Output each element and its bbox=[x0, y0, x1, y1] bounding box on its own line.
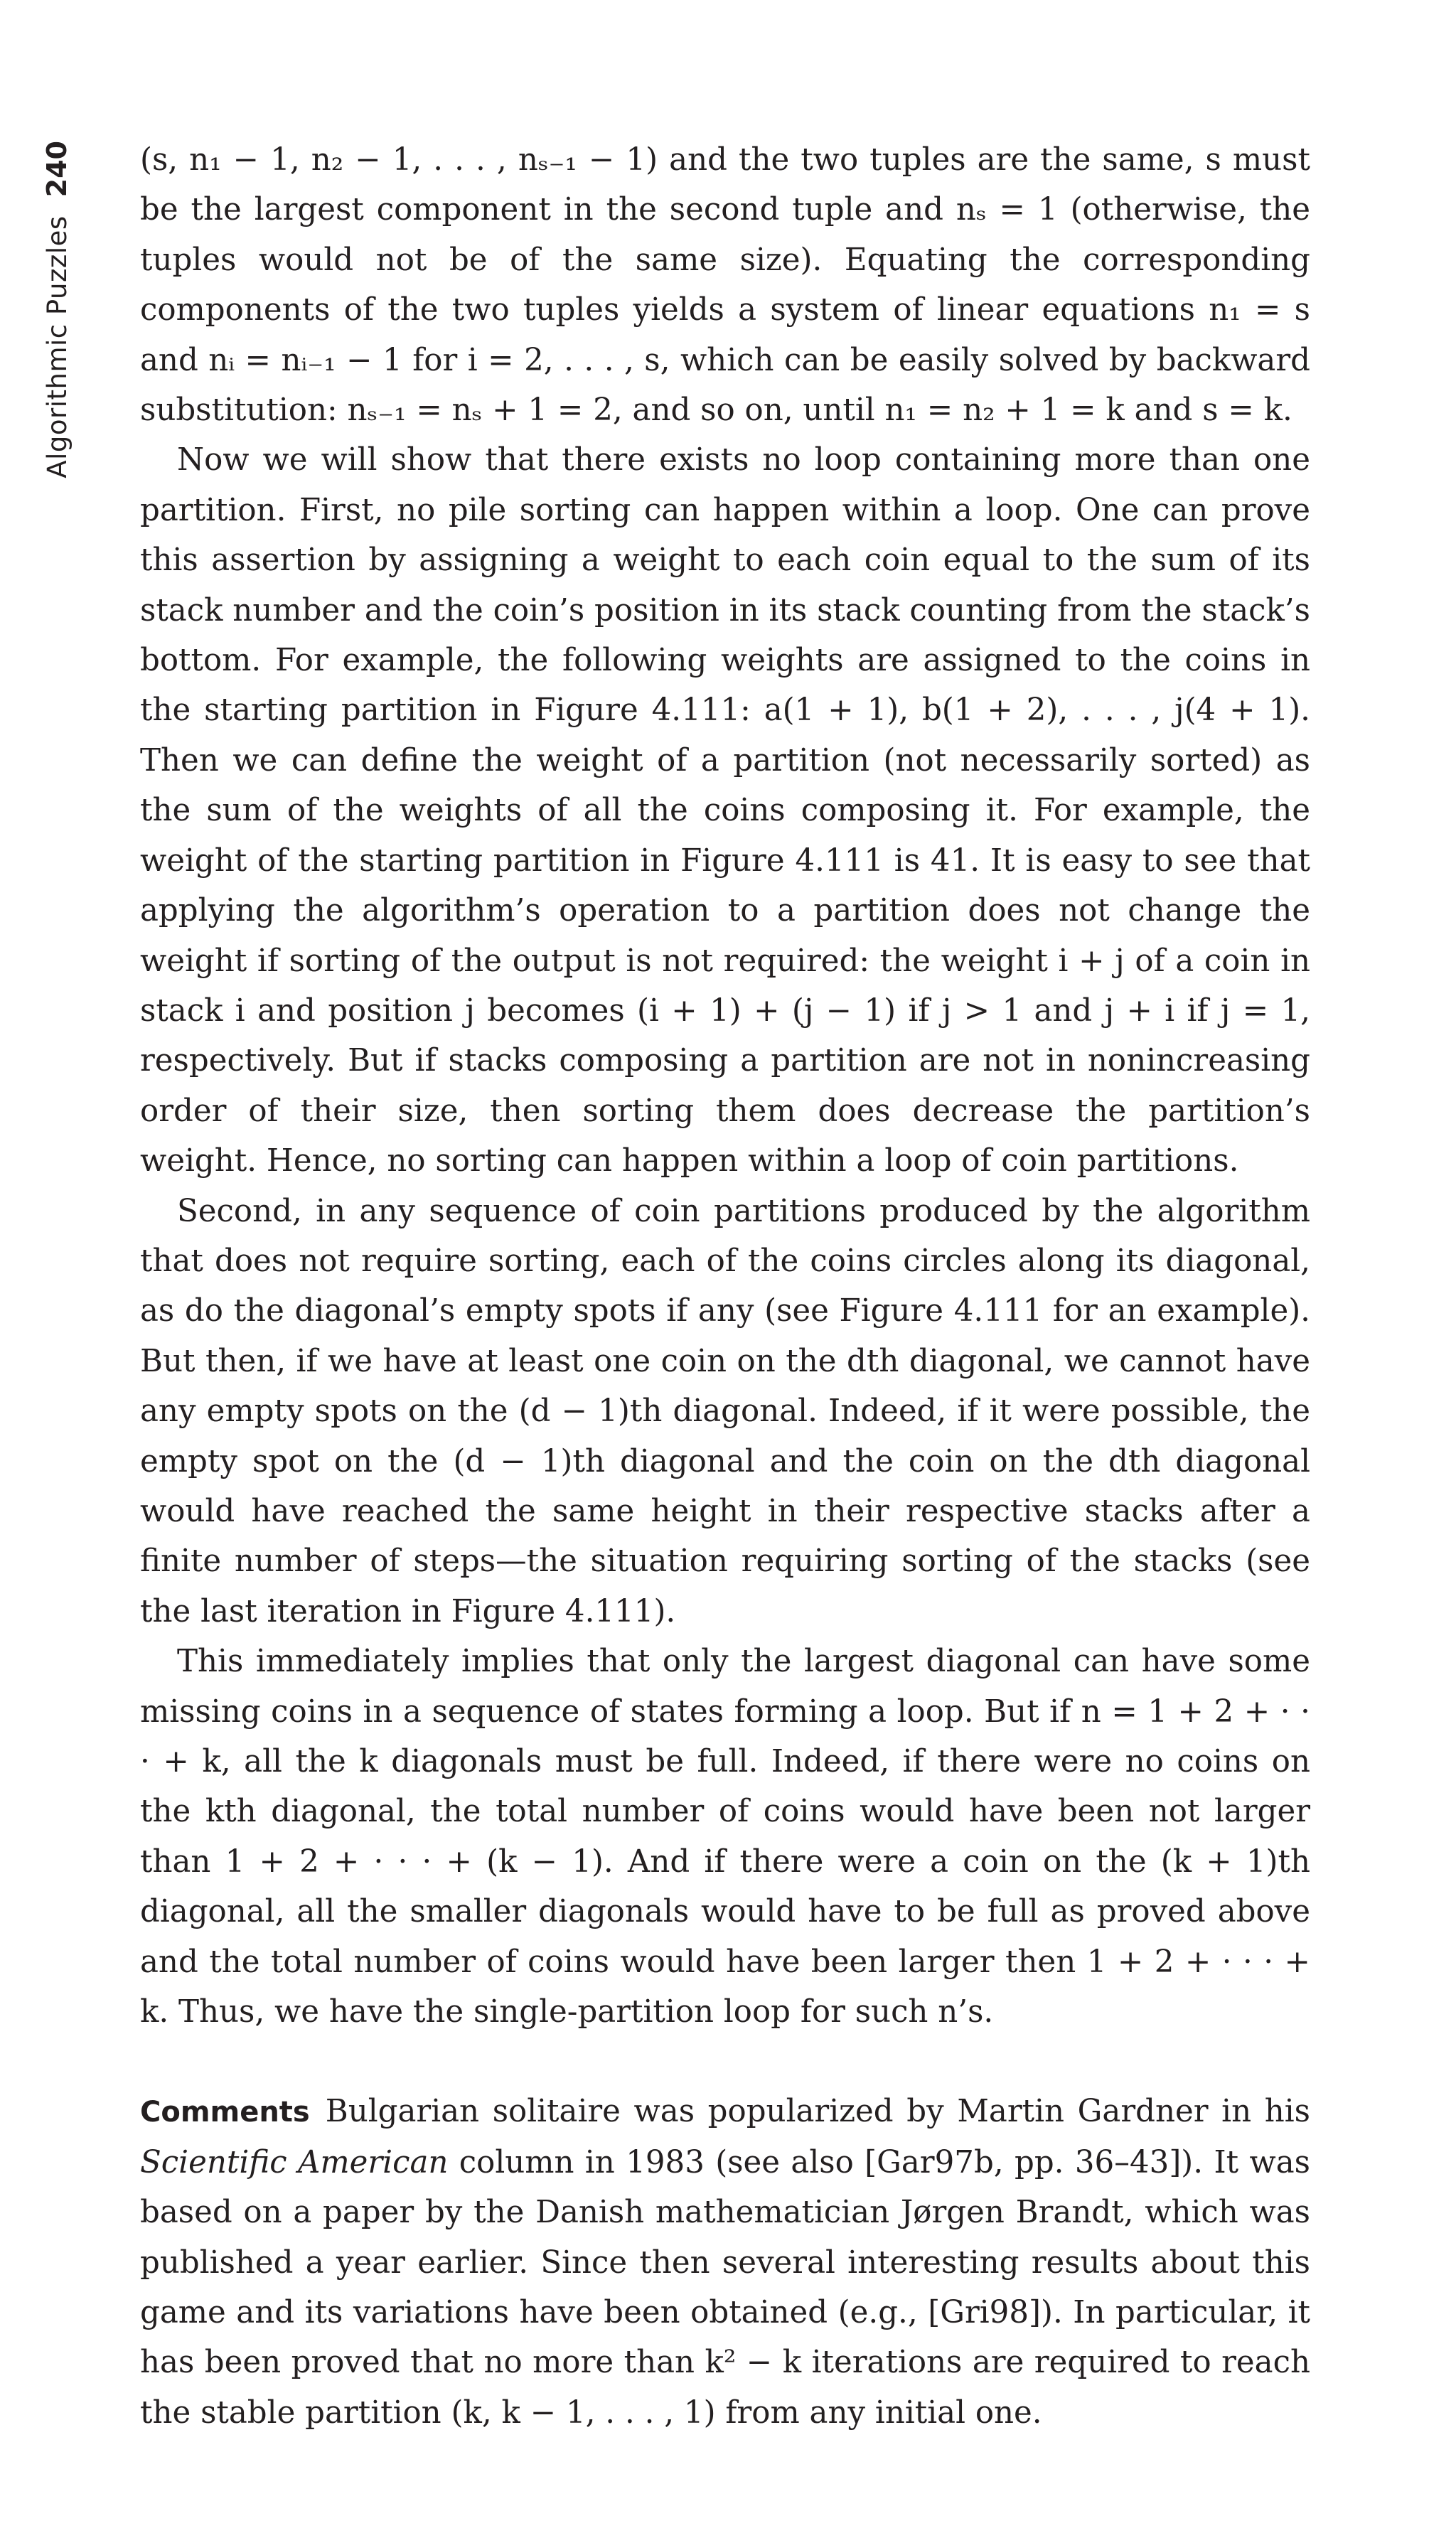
body-text bbox=[140, 135, 1310, 2438]
running-head bbox=[34, 141, 80, 510]
paragraph-single-loop: This immediately implies that only the largest diagonal can have some missing coins in a sequence of states forming a loop. But if n = 1 + 2 + · · · + k, all the k diagonals must be full. Indeed, if there were no coins on the kth diagonal, the total number of coins would have been not larger than 1 + 2 + · · · + (k − 1). And if there were a coin on the (k + 1)th diagonal, all the smaller diagonals would have to be full as proved above and the total number of coins would have been larger then 1 + 2 + · · · + k. Thus, we have the single-partition loop for such n’s. bbox=[140, 1644, 1310, 2030]
book-title: Algorithmic Puzzles bbox=[41, 215, 73, 478]
paragraph-tuple-equations: (s, n₁ − 1, n₂ − 1, . . . , nₛ₋₁ − 1) and the two tuples are the same, s must be the largest component in the second tuple and nₛ = 1 (otherwise, the tuples would not be of the same size). Equating the corresponding components of the two tuples yields a system of linear equations n₁ = s and nᵢ = nᵢ₋₁ − 1 for i = 2, . . . , s, which can be easily solved by backward substitution: nₛ₋₁ = nₛ + 1 = 2, and so on, until n₁ = n₂ + 1 = k and s = k. bbox=[140, 142, 1310, 429]
paragraph-no-sorting: Now we will show that there exists no loop containing more than one partition. First, no pile sorting can happen within a loop. One can prove this assertion by assigning a weight to each coin equal to the sum of its stack number and the coin’s position in its stack counting from the stack’s bottom. For example, the following weights are assigned to the coins in the starting partition in Figure 4.111: a(1 + 1), b(1 + 2), . . . , j(4 + 1). Then we can define the weight of a partition (not necessarily sorted) as the sum of the weights of all the coins composing it. For example, the weight of the starting partition in Figure 4.111 is 41. It is easy to see that applying the algorithm’s operation to a partition does not change the weight if sorting of the output is not required: the weight i + j of a coin in stack i and position j becomes (i + 1) + (j − 1) if j > 1 and j + i if j = 1, respectively. But if stacks composing a partition are not in nonincreasing order of their size, then sorting them does decrease the partition’s weight. Hence, no sorting can happen within a loop of coin partitions. bbox=[140, 442, 1310, 1179]
comments-text-end: column in 1983 (see also [Gar97b, pp. 36–43]). It was based on a paper by the Danish mathematician Jørgen Brandt, which was published a year earlier. Since then several interesting results about this game and its variations have been obtained (e.g., [Gri98]). In particular, it has been proved that no more than k² − k iterations are required to reach the stable partition (k, k − 1, . . . , 1) from any initial one. bbox=[140, 2144, 1310, 2431]
journal-title: Scientific American bbox=[140, 2144, 449, 2180]
comments-section bbox=[140, 2087, 1310, 2438]
page-number: 240 bbox=[41, 141, 73, 198]
comments-heading: Comments bbox=[140, 2096, 310, 2129]
comments-text-start: Bulgarian solitaire was popularized by Martin Gardner in his bbox=[325, 2094, 1310, 2130]
paragraph-diagonals: Second, in any sequence of coin partitions produced by the algorithm that does not require sorting, each of the coins circles along its diagonal, as do the diagonal’s empty spots if any (see Figure 4.111 for an example). But then, if we have at least one coin on the dth diagonal, we cannot have any empty spots on the (d − 1)th diagonal. Indeed, if it were possible, the empty spot on the (d − 1)th diagonal and the coin on the dth diagonal would have reached the same height in their respective stacks after a finite number of steps—the situation requiring sorting of the stacks (see the last iteration in Figure 4.111). bbox=[140, 1193, 1310, 1629]
